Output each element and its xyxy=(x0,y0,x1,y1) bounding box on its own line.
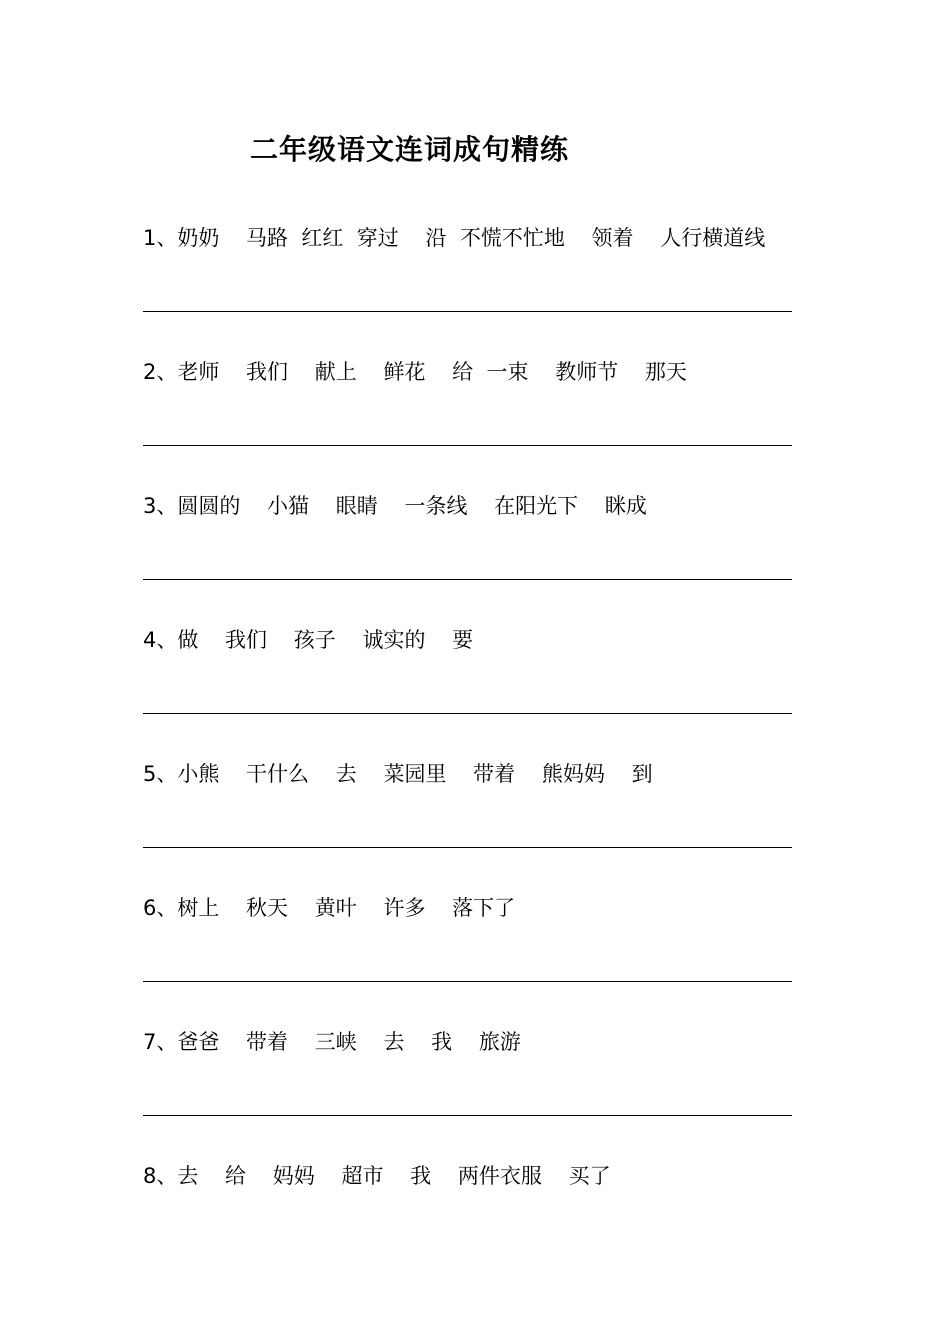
exercise-item-1 xyxy=(143,223,793,357)
exercise-item-4 xyxy=(143,625,793,759)
exercise-item-7 xyxy=(143,1027,793,1161)
exercise-prompt: 4、做 我们 孩子 诚实的 要 xyxy=(143,628,474,652)
exercise-prompt: 6、树上 秋天 黄叶 许多 落下了 xyxy=(143,896,516,920)
exercise-item-6 xyxy=(143,893,793,1027)
exercise-item-3 xyxy=(143,491,793,625)
answer-line xyxy=(143,847,792,848)
answer-line xyxy=(143,579,792,580)
answer-line xyxy=(143,713,792,714)
exercise-prompt: 8、去 给 妈妈 超市 我 两件衣服 买了 xyxy=(143,1164,611,1188)
exercise-prompt: 3、圆圆的 小猫 眼睛 一条线 在阳光下 眯成 xyxy=(143,494,647,518)
exercise-prompt: 5、小熊 干什么 去 菜园里 带着 熊妈妈 到 xyxy=(143,762,653,786)
answer-line xyxy=(143,445,792,446)
exercise-prompt: 7、爸爸 带着 三峡 去 我 旅游 xyxy=(143,1030,521,1054)
page-title: 二年级语文连词成句精练 xyxy=(250,133,570,166)
exercise-item-2 xyxy=(143,357,793,491)
exercise-prompt: 1、奶奶 马路 红红 穿过 沿 不慌不忙地 领着 人行横道线 xyxy=(143,226,766,250)
exercise-item-5 xyxy=(143,759,793,893)
answer-line xyxy=(143,311,792,312)
exercise-item-8 xyxy=(143,1161,793,1295)
answer-line xyxy=(143,981,792,982)
exercise-prompt: 2、老师 我们 献上 鲜花 给 一束 教师节 那天 xyxy=(143,360,687,384)
answer-line xyxy=(143,1115,792,1116)
